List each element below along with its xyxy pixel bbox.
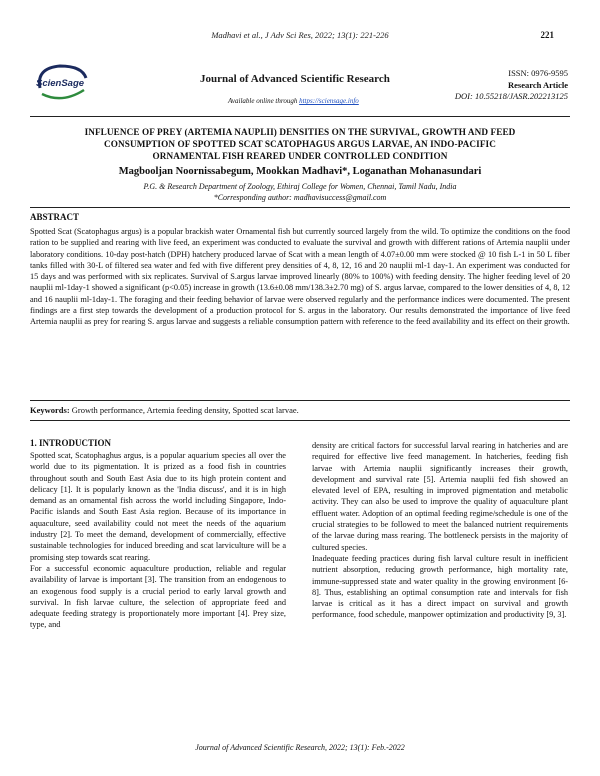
title-line-3: ORNAMENTAL FISH REARED UNDER CONTROLLED CONDITION <box>152 151 448 161</box>
authors: Magbooljan Noornissabegum, Mookkan Madhavi*, Loganathan Mohanasundari <box>118 166 482 177</box>
paper-title <box>40 126 560 162</box>
keywords-bottom-rule <box>30 420 570 421</box>
right-column <box>312 440 568 621</box>
keywords-label: Keywords: <box>30 405 70 415</box>
abstract-top-rule <box>30 207 570 208</box>
left-column <box>30 450 286 631</box>
abstract-text: Spotted Scat (Scatophagus argus) is a popular brackish water Ornamental fish but currently sourced largely from the wild. To optimize the conditions on the food ration to be supplied and rearing with live feed, an experiment was conducted to evaluate the survival and growth with different rations of Artemia nauplii under laboratory conditions. 10-day post-hatch (DPH) hatchery produced larvae of Scat with a mean length of 4.07±0.00 mm were stocked @ 10 fish L-1 in 50 L fiber tanks filled with 30-L of filtered sea water and fed with five different prey densities of 4, 8, 12, 16 and 20 nauplii ml-1 day-1. An experiment was conducted for 15 days and was performed with six replicates. Survival of S.argus larvae improved linearly (80% to 100%) with feeding density. The higher feeding level of 20 nauplii ml-1day-1 showed a significant (p<0.05) increase in growth (13.6±0.08 mm/138.3±2.70 mg) of S. argus larvae, compared to the lower densities of 4, 8, 12 and 16 nauplii ml-1day-1. The foraging and their feeding behavior of larvae were observed regularly and the performance indices were documented. The present findings are a first step towards the development of a production protocol for S. argus in the laboratory. Our results demonstrated the importance of live feed Artemia nauplii as prey for rearing S. argus larvae and suggests a reliable consumption pattern with reference to the feed availability and its effect on their growth. <box>30 227 570 327</box>
doi: DOI: 10.55218/JASR.202213125 <box>454 91 568 101</box>
journal-header <box>30 56 570 114</box>
article-type: Research Article <box>507 79 568 90</box>
available-online-prefix: Available online through <box>228 97 298 105</box>
journal-url-link[interactable]: https://sciensage.info <box>299 97 359 105</box>
journal-title: Journal of Advanced Scientific Research <box>200 73 390 85</box>
keywords-top-rule <box>30 400 570 401</box>
abstract-heading: ABSTRACT <box>30 212 80 222</box>
corresponding-author: *Corresponding author: madhavisuccess@gmail.com <box>213 193 387 202</box>
logo-text: ScienSage <box>36 78 85 89</box>
issn: ISSN: 0976-9595 <box>508 68 568 78</box>
title-line-2: CONSUMPTION OF SPOTTED SCAT SCATOPHAGUS ARGUS LARVAE, AN INDO-PACIFIC <box>104 139 496 149</box>
intro-paragraph-3: density are critical factors for successful larval rearing in hatcheries and are required for effective live feed management. In hatcheries, feeding fish larvae with Artemia nauplii significantly increases their growth, development and survival rate [5]. Artemia nauplii fed fish showed an elevated level of EPA, resulting in improved pigmentation and metabolic activity. They can also be used to improve the quality of aquaculture plant effluent water. Adoption of an optimal feeding regime/schedule is one of the crucial strategies to be followed to meet the balanced nutrient requirements of the larvae during mass rearing. The bottleneck persists in the majority of cultured species. <box>312 441 568 552</box>
intro-paragraph-4: Inadequate feeding practices during fish larval culture result in inefficient nutrient absorption, reducing growth performance, high mortality rate, immune-suppressed state and water quality in the growing environment [6-8]. Thus, establishing an optimal consumption rate and intervals for fish larvae is critical as it has a direct impact on survival and growth performance, food schedule, manpower optimization and productivity [9, 3]. <box>312 553 568 620</box>
keywords-text: Growth performance, Artemia feeding density, Spotted scat larvae. <box>71 405 299 415</box>
title-line-1: INFLUENCE OF PREY (ARTEMIA NAUPLII) DENSITIES ON THE SURVIVAL, GROWTH AND FEED <box>84 127 516 137</box>
page-number: 221 <box>540 30 554 40</box>
article-meta <box>455 68 568 103</box>
affiliation: P.G. & Research Department of Zoology, Ethiraj College for Women, Chennai, Tamil Nadu, India <box>143 182 457 191</box>
header-rule <box>30 116 570 117</box>
intro-paragraph-2: For a successful economic aquaculture production, reliable and regular availability of larvae is important [3]. The transition from an endogenous to an exogenous food supply is a crucial period to early larval growth and survival. In fish larvae culture, the selection of appropriate feed and adequate feeding strategy is proportionately more important [4]. Prey size, type, and <box>30 563 286 630</box>
intro-paragraph-1: Spotted scat, Scatophaghus argus, is a popular aquarium species all over the world due to its pigmentation. It is prized as a food fish in countries throughout south and South East Asia due to its high protein content and delicacy [1]. It is popularly known as the 'India discuss', and it is in high demand as an ornamental fish across the world including Singapore, Indo-Pacific islands and South East Asia region. Because of its importance in aquaculture, seed availability could not meet the needs of the aquarium industry [2]. To meet the demand, development of commercially, effective sustainable technologies for induced breeding and scat larviculture will be a promising step towards scat rearing. <box>30 451 286 562</box>
introduction-heading: 1. INTRODUCTION <box>30 438 112 448</box>
page-footer: Journal of Advanced Scientific Research, 2022; 13(1): Feb.-2022 <box>195 743 405 752</box>
running-head: Madhavi et al., J Adv Sci Res, 2022; 13(1): 221-226 <box>211 30 389 40</box>
keywords <box>30 405 570 415</box>
available-online <box>228 97 359 105</box>
